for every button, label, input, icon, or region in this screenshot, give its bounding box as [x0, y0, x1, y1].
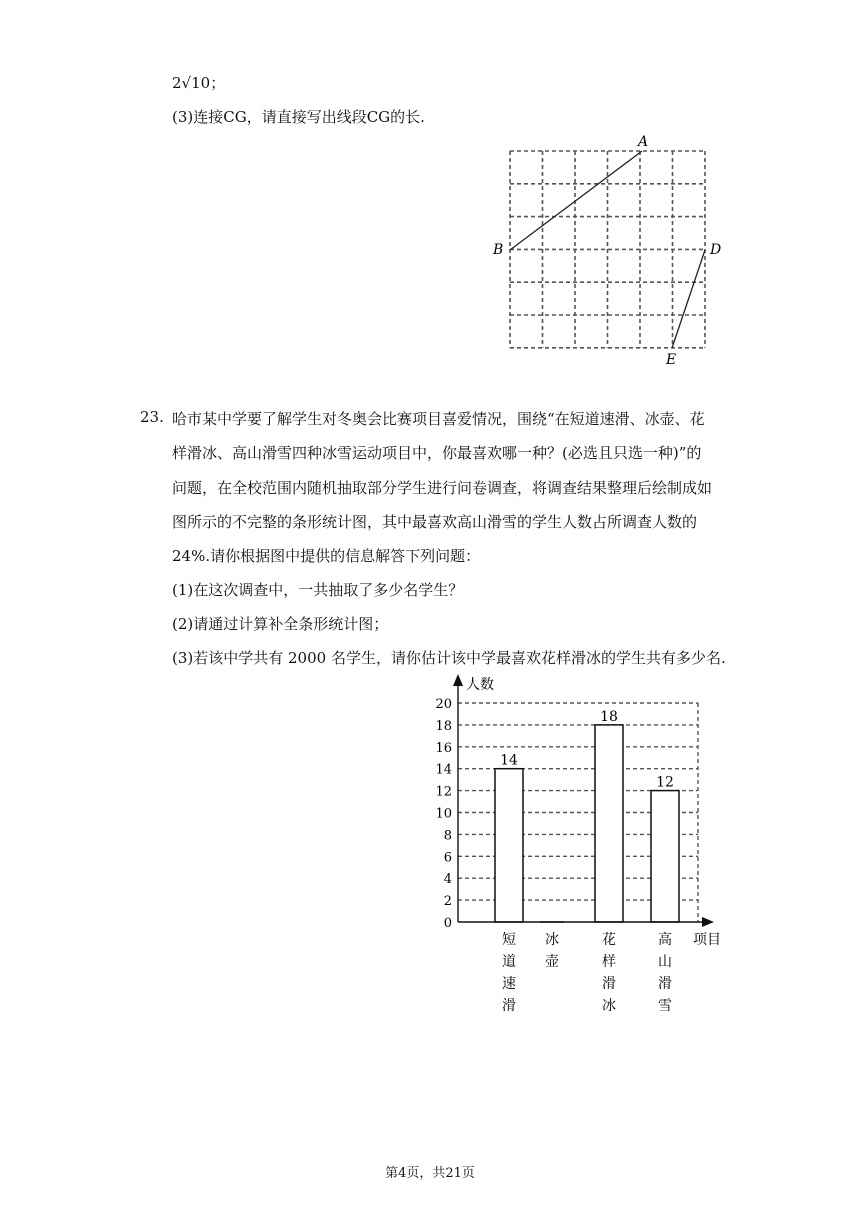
question-line-3: 问题，在全校范围内随机抽取部分学生进行问卷调查，将调查结果整理后绘制成如	[172, 479, 713, 497]
grid-lines	[510, 151, 705, 348]
y-tick-label: 16	[435, 740, 452, 756]
bar	[495, 769, 523, 922]
bar-data-label: 18	[600, 708, 618, 725]
x-category-label: 冰壶	[545, 932, 559, 970]
point-label-E: E	[666, 352, 677, 368]
y-tick-label: 10	[435, 806, 452, 822]
chart-tick-labels	[435, 697, 452, 931]
point-label-D: D	[710, 242, 722, 258]
bar-data-label: 14	[500, 752, 518, 769]
y-tick-label: 8	[443, 828, 452, 844]
sub-question-1: (1)在这次调查中，一共抽取了多少名学生？	[172, 581, 464, 599]
y-tick-label: 4	[443, 872, 452, 888]
y-axis-arrow	[453, 674, 463, 686]
point-label-B: B	[493, 242, 504, 258]
page-footer: 第4页，共21页	[385, 1166, 475, 1181]
bar	[595, 725, 623, 922]
x-category-label: 高山滑雪	[658, 932, 672, 1014]
question-number: 23.	[140, 408, 164, 426]
x-axis-label: 项目	[693, 932, 721, 948]
y-tick-label: 20	[435, 697, 452, 712]
x-category-label: 花样滑冰	[602, 932, 616, 1014]
question-line-1: 哈市某中学要了解学生对冬奥会比赛项目喜爱情况，围绕“在短道速滑、冰壶、花	[172, 410, 705, 428]
chart-bars	[495, 709, 679, 922]
bar-data-label: 12	[656, 774, 674, 791]
y-tick-label: 12	[435, 784, 452, 800]
x-category-label: 短道速滑	[502, 932, 516, 1014]
bar-chart	[420, 672, 730, 1017]
x-axis-arrow	[702, 917, 714, 927]
y-tick-label: 14	[435, 762, 452, 778]
y-tick-label: 6	[443, 850, 452, 866]
question-line-2: 样滑冰、高山滑雪四种冰雪运动项目中，你最喜欢哪一种？(必选且只选一种)”的	[172, 444, 702, 462]
chart-category-labels	[502, 931, 672, 1014]
y-tick-label: 18	[435, 718, 452, 734]
prev-question-part3: (3)连接CG，请直接写出线段CG的长.	[172, 108, 425, 126]
y-tick-label: 0	[443, 916, 452, 931]
point-label-A: A	[638, 134, 649, 150]
sub-question-2: (2)请通过计算补全条形统计图；	[172, 615, 389, 633]
y-tick-label: 2	[443, 894, 452, 910]
segment-AB	[510, 151, 642, 250]
question-line-4: 图所示的不完整的条形统计图，其中最喜欢高山滑雪的学生人数占所调查人数的	[172, 513, 698, 531]
segment-DE	[672, 250, 705, 348]
question-line-5: 24%.请你根据图中提供的信息解答下列问题：	[172, 547, 481, 565]
y-axis-label: 人数	[466, 677, 494, 693]
grid-figure	[480, 130, 740, 380]
sub-question-3: (3)若该中学共有 2000 名学生，请你估计该中学最喜欢花样滑冰的学生共有多少名.	[172, 649, 726, 667]
bar	[651, 791, 679, 922]
prev-answer-line: 2√10；	[172, 74, 226, 92]
